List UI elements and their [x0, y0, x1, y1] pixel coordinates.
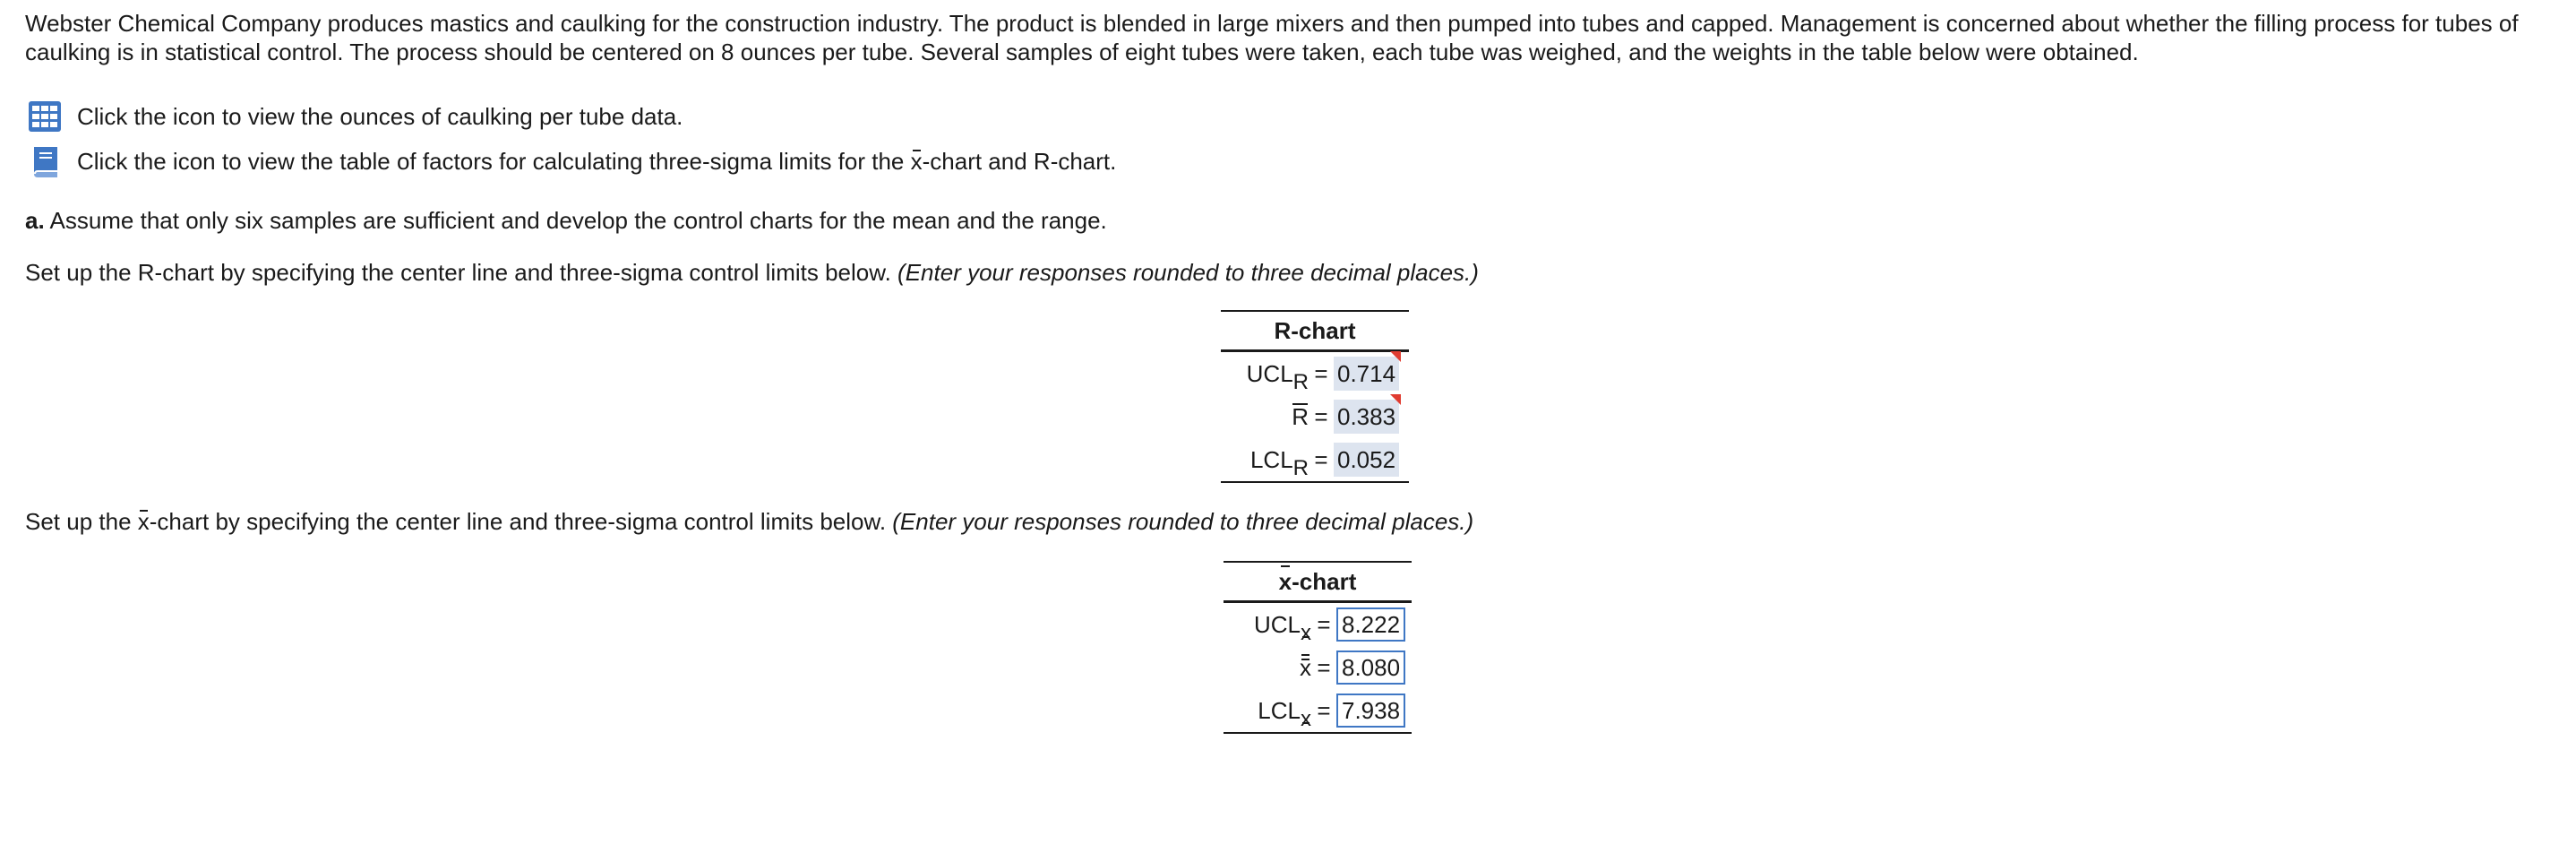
- x-chart-center-row: [1224, 646, 1412, 689]
- factors-link-text: [77, 147, 1116, 176]
- x-chart-ucl-row: [1224, 603, 1412, 646]
- x-chart-lcl-row: [1224, 689, 1412, 734]
- lcl-x-label: $LCL_x$: [1258, 697, 1311, 731]
- r-chart-center-row: [1221, 395, 1409, 438]
- x-instruction-pre: Set up the: [25, 508, 138, 535]
- x-double-bar-input[interactable]: 8.080: [1336, 651, 1405, 685]
- x-instruction-note: (Enter your responses rounded to three decimal places.): [892, 508, 1474, 535]
- r-chart-instruction: [25, 258, 1479, 287]
- part-a-instruction: [25, 206, 1107, 235]
- x-double-bar-label: x: [1300, 654, 1311, 681]
- equals-sign: =: [1317, 697, 1331, 724]
- r-instruction-note: (Enter your responses rounded to three decimal places.): [897, 259, 1479, 286]
- x-instruction-post: -chart by specifying the center line and three-sigma control limits below.: [149, 508, 893, 535]
- r-instruction-text: Set up the R-chart by specifying the center line and three-sigma control limits below.: [25, 259, 898, 286]
- data-link-row[interactable]: [27, 99, 683, 134]
- ucl-r-label: $UCL_R$: [1246, 360, 1309, 394]
- equals-sign: =: [1314, 360, 1328, 387]
- incorrect-flag-icon: [1390, 351, 1401, 362]
- book-icon[interactable]: [27, 143, 63, 179]
- r-bar-answer[interactable]: 0.383: [1334, 400, 1399, 434]
- ucl-x-input[interactable]: 8.222: [1336, 607, 1405, 642]
- equals-sign: =: [1314, 446, 1328, 473]
- x-chart-instruction: [25, 507, 1473, 536]
- ucl-r-answer[interactable]: 0.714: [1334, 357, 1399, 391]
- factors-link-pre: Click the icon to view the table of factors for calculating three-sigma limits for the: [77, 148, 911, 175]
- lcl-r-answer[interactable]: 0.052: [1334, 443, 1399, 477]
- incorrect-flag-icon: [1390, 394, 1401, 405]
- part-a-text: Assume that only six samples are sufficient and develop the control charts for the mean and the range.: [44, 207, 1107, 234]
- x-chart-table: [1224, 561, 1412, 734]
- lcl-x-input[interactable]: 7.938: [1336, 694, 1405, 728]
- equals-sign: =: [1317, 611, 1331, 638]
- x-bar-symbol: x: [137, 508, 150, 535]
- equals-sign: =: [1317, 654, 1331, 681]
- r-chart-table: [1221, 310, 1409, 483]
- x-chart-title: x-chart: [1224, 561, 1412, 603]
- ucl-x-label: $UCL_x$: [1253, 611, 1311, 645]
- lcl-r-label: $LCL_R$: [1249, 446, 1309, 480]
- r-chart-ucl-row: [1221, 352, 1409, 395]
- x-bar-symbol: x: [910, 148, 923, 175]
- r-chart-title: R-chart: [1221, 310, 1409, 352]
- problem-statement: Webster Chemical Company produces mastics and caulking for the construction industry. The product is blended in large mixers and then pumped into tubes and capped. Management is concerned about whether the filling process for tubes of caulking is in statistical control. The process should be centered on 8 ounces per tube. Several samples of eight tubes were taken, each tube was weighed, and the weights in the table below were obtained.: [25, 10, 2519, 65]
- factors-link-row[interactable]: [27, 143, 1116, 179]
- data-link-text: Click the icon to view the ounces of caulking per tube data.: [77, 103, 683, 130]
- table-grid-icon[interactable]: [27, 99, 63, 134]
- r-chart-lcl-row: [1221, 438, 1409, 483]
- equals-sign: =: [1314, 403, 1328, 430]
- factors-link-post: -chart and R-chart.: [922, 148, 1117, 175]
- part-a-letter: a.: [25, 207, 45, 234]
- r-bar-label: R: [1292, 403, 1309, 430]
